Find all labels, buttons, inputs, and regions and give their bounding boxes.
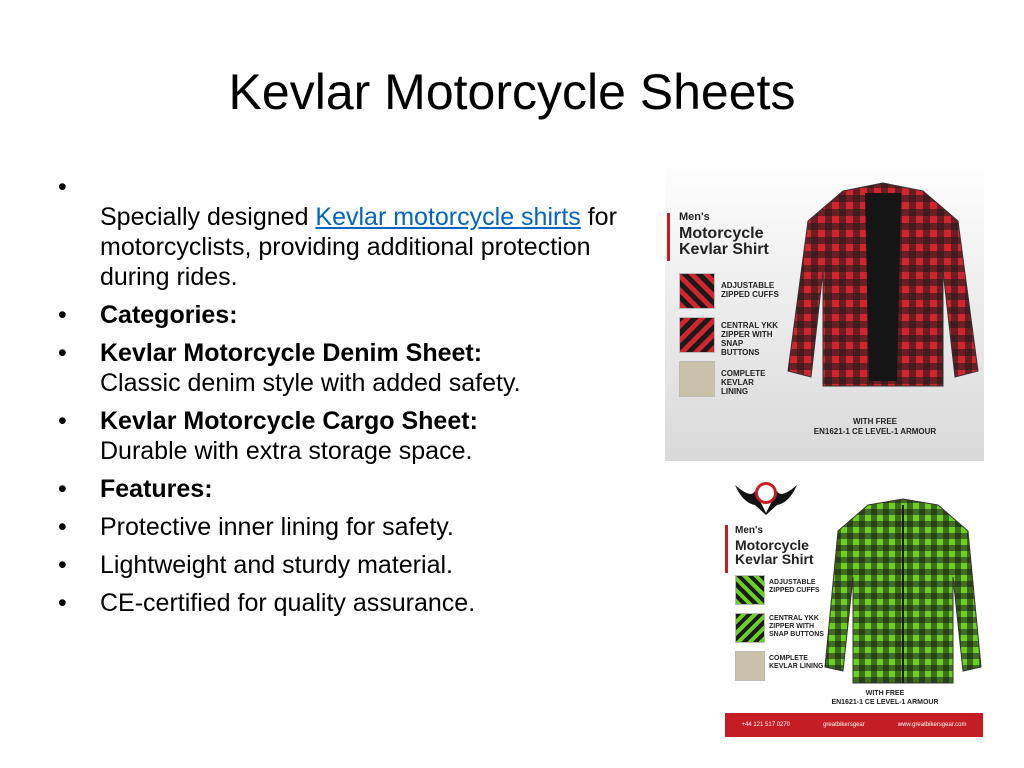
bullet-features bbox=[58, 474, 618, 504]
feature-label-2: CENTRAL YKK ZIPPER WITH SNAP BUTTONS bbox=[721, 321, 779, 357]
denim-text: Classic denim style with added safety. bbox=[100, 369, 521, 397]
bullet-intro bbox=[58, 172, 618, 292]
feature-text: Lightweight and sturdy material. bbox=[100, 551, 453, 579]
social-handle: greatbikersgear bbox=[823, 722, 865, 728]
phone-text: +44 121 517 0270 bbox=[741, 722, 791, 728]
bullet-list bbox=[58, 172, 618, 626]
product-heading-line2: Motorcycle bbox=[679, 225, 764, 242]
bullet-denim bbox=[58, 338, 618, 398]
bullet-cargo bbox=[58, 406, 618, 466]
kevlar-shirts-link[interactable]: Kevlar motorcycle shirts bbox=[315, 203, 581, 231]
bullet-marker: • bbox=[58, 301, 67, 329]
feature-label-3: COMPLETE KEVLAR LINING bbox=[721, 369, 766, 396]
feature-label-2: CENTRAL YKK ZIPPER WITH SNAP BUTTONS bbox=[769, 615, 824, 638]
bullet-marker: • bbox=[58, 551, 67, 579]
lining-thumbnail bbox=[735, 651, 765, 681]
armour-line2: EN1621-1 CE LEVEL-1 ARMOUR bbox=[831, 699, 939, 706]
product-heading-line3: Kevlar Shirt bbox=[735, 551, 814, 567]
cargo-text: Durable with extra storage space. bbox=[100, 437, 473, 465]
feature-label-3: COMPLETE KEVLAR LINING bbox=[769, 655, 824, 670]
product-heading-line1: Men's bbox=[735, 525, 763, 536]
bullet-marker: • bbox=[58, 339, 67, 367]
great-bikers-gear-logo bbox=[733, 477, 799, 517]
accent-bar bbox=[725, 525, 728, 573]
bullet-feature-1 bbox=[58, 512, 618, 542]
bullet-marker: • bbox=[58, 475, 67, 503]
website-text: www.greatbikersgear.com bbox=[897, 722, 967, 728]
bullet-feature-2 bbox=[58, 550, 618, 580]
bullet-marker: • bbox=[58, 589, 67, 617]
red-shirt-illustration bbox=[783, 181, 983, 391]
zipper-thumbnail bbox=[735, 613, 765, 643]
bullet-feature-3 bbox=[58, 588, 618, 618]
categories-label: Categories: bbox=[100, 301, 238, 329]
bullet-marker: • bbox=[58, 407, 67, 435]
armour-line1: WITH FREE bbox=[853, 417, 897, 426]
cargo-label: Kevlar Motorcycle Cargo Sheet: bbox=[100, 407, 478, 435]
accent-bar bbox=[667, 213, 670, 261]
bullet-marker: • bbox=[58, 513, 67, 541]
green-shirt-product-image bbox=[725, 475, 983, 737]
lining-thumbnail bbox=[679, 361, 715, 397]
product-heading-line2: Motorcycle bbox=[735, 537, 809, 553]
cuff-thumbnail bbox=[735, 575, 765, 605]
intro-prefix: Specially designed bbox=[100, 203, 316, 231]
armour-line2: EN1621-1 CE LEVEL-1 ARMOUR bbox=[813, 427, 937, 436]
feature-label-1: ADJUSTABLE ZIPPED CUFFS bbox=[721, 281, 779, 299]
slide-title: Kevlar Motorcycle Sheets bbox=[228, 64, 796, 120]
intro-suffix: for motorcyclists, providing additional protection during rides. bbox=[100, 203, 617, 291]
cuff-thumbnail bbox=[679, 273, 715, 309]
feature-text: CE-certified for quality assurance. bbox=[100, 589, 476, 617]
green-shirt-illustration bbox=[823, 497, 983, 687]
feature-text: Protective inner lining for safety. bbox=[100, 513, 454, 541]
zipper-thumbnail bbox=[679, 317, 715, 353]
armour-line1: WITH FREE bbox=[865, 690, 905, 697]
product-heading-line3: Kevlar Shirt bbox=[679, 241, 769, 258]
feature-label-1: ADJUSTABLE ZIPPED CUFFS bbox=[769, 579, 820, 594]
denim-label: Kevlar Motorcycle Denim Sheet: bbox=[100, 339, 483, 367]
bullet-categories bbox=[58, 300, 618, 330]
features-label: Features: bbox=[100, 475, 213, 503]
contact-bar bbox=[725, 713, 983, 737]
bullet-marker: • bbox=[58, 173, 67, 201]
product-heading-line1: Men's bbox=[679, 211, 710, 223]
red-shirt-product-image bbox=[665, 155, 984, 461]
